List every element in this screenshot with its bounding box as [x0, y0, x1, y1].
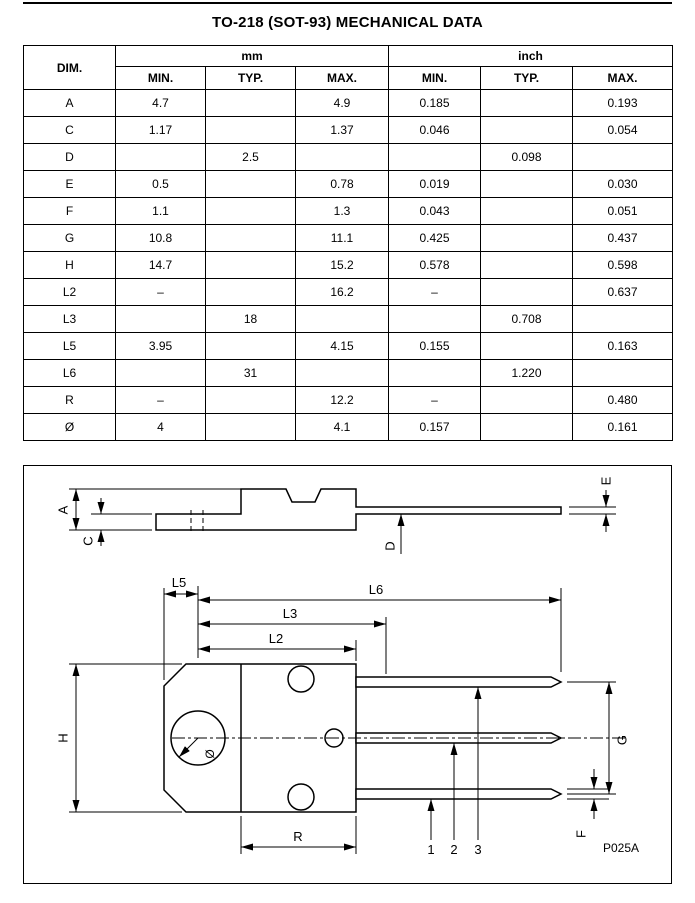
dim-label-cell: F [24, 198, 116, 225]
table-row [24, 414, 673, 441]
package-side-outline [156, 489, 561, 530]
col-header-mm-min: MIN. [116, 67, 206, 90]
pin-number-label-3: 3 [474, 842, 482, 857]
dim-value-cell [206, 414, 296, 441]
dim-label-cell: A [24, 90, 116, 117]
table-row [24, 144, 673, 171]
dim-value-cell [481, 225, 573, 252]
dim-value-cell [389, 144, 481, 171]
col-header-mm-max: MAX. [296, 67, 389, 90]
table-row [24, 279, 673, 306]
dim-value-cell [296, 306, 389, 333]
dim-value-cell: 15.2 [296, 252, 389, 279]
col-header-mm-typ: TYP. [206, 67, 296, 90]
dim-value-cell: 0.043 [389, 198, 481, 225]
lead-3-bottom [356, 789, 561, 799]
dim-value-cell [206, 225, 296, 252]
dim-value-cell [573, 360, 673, 387]
dim-value-cell: – [389, 279, 481, 306]
dim-value-cell: 0.163 [573, 333, 673, 360]
dim-value-cell: 0.5 [116, 171, 206, 198]
inch-unit-header: inch [389, 46, 673, 67]
dim-value-cell: 4.7 [116, 90, 206, 117]
dim-value-cell: 1.220 [481, 360, 573, 387]
dim-value-cell: 0.046 [389, 117, 481, 144]
label-h: H [55, 733, 71, 743]
dim-value-cell: 0.193 [573, 90, 673, 117]
dim-value-cell: 3.95 [116, 333, 206, 360]
pin-callouts [427, 687, 481, 857]
dim-value-cell [206, 117, 296, 144]
dim-value-cell [481, 117, 573, 144]
label-d: D [382, 541, 398, 551]
dim-d [383, 514, 402, 554]
dim-value-cell: 0.030 [573, 171, 673, 198]
lead-1-top [356, 677, 561, 687]
dim-l5 [164, 575, 198, 594]
dim-value-cell: 4.9 [296, 90, 389, 117]
mechanical-data-table [23, 45, 673, 441]
dim-e [569, 476, 616, 532]
dim-value-cell: 0.054 [573, 117, 673, 144]
dim-value-cell: – [389, 387, 481, 414]
pin-number-label-2: 2 [450, 842, 458, 857]
table-row [24, 198, 673, 225]
dim-value-cell: – [116, 387, 206, 414]
dim-label-cell: L5 [24, 333, 116, 360]
unit-header-row [24, 46, 673, 67]
dim-value-cell [206, 171, 296, 198]
label-l3: L3 [282, 606, 298, 621]
dim-value-cell: 0.708 [481, 306, 573, 333]
dim-value-cell: 4.1 [296, 414, 389, 441]
page-title: TO-218 (SOT-93) MECHANICAL DATA [212, 14, 483, 31]
label-diameter: Ø [203, 749, 217, 759]
body-hole-bottom [288, 784, 314, 810]
dim-value-cell: 0.598 [573, 252, 673, 279]
dim-label-cell: L2 [24, 279, 116, 306]
dim-value-cell: 4 [116, 414, 206, 441]
dim-value-cell: 0.185 [389, 90, 481, 117]
table-row [24, 252, 673, 279]
dim-l3 [198, 606, 386, 624]
dim-value-cell: 2.5 [206, 144, 296, 171]
datasheet-page [0, 2, 695, 884]
dim-value-cell [116, 144, 206, 171]
dim-l2 [198, 631, 356, 649]
dim-value-cell: 0.78 [296, 171, 389, 198]
dim-label-cell: C [24, 117, 116, 144]
dim-value-cell: 0.051 [573, 198, 673, 225]
dim-label-cell: D [24, 144, 116, 171]
package-drawing [24, 466, 671, 883]
dim-value-cell: 0.437 [573, 225, 673, 252]
col-header-inch-typ: TYP. [481, 67, 573, 90]
dim-value-cell [116, 306, 206, 333]
dim-value-cell [206, 333, 296, 360]
dim-label-cell: H [24, 252, 116, 279]
dim-value-cell: 0.161 [573, 414, 673, 441]
dim-l6 [198, 582, 561, 600]
dim-value-cell: 10.8 [116, 225, 206, 252]
label-r: R [293, 829, 303, 844]
dim-value-cell [481, 279, 573, 306]
dim-h [56, 664, 183, 812]
dim-value-cell [296, 360, 389, 387]
table-row [24, 306, 673, 333]
dim-value-cell: 0.098 [481, 144, 573, 171]
dim-value-cell: 0.480 [573, 387, 673, 414]
dim-value-cell [389, 306, 481, 333]
dim-value-cell [573, 306, 673, 333]
label-l2: L2 [268, 631, 284, 646]
dim-value-cell: 0.157 [389, 414, 481, 441]
dim-value-cell [481, 333, 573, 360]
dim-value-cell: – [116, 279, 206, 306]
dim-label-cell: R [24, 387, 116, 414]
front-view [56, 575, 640, 857]
dim-value-cell [206, 252, 296, 279]
label-l5: L5 [171, 575, 187, 590]
dim-r [241, 816, 356, 854]
dim-value-cell [481, 198, 573, 225]
dim-column-header: DIM. [24, 46, 116, 90]
dim-value-cell: 12.2 [296, 387, 389, 414]
dim-value-cell: 0.019 [389, 171, 481, 198]
label-f: F [573, 830, 589, 838]
dim-value-cell: 14.7 [116, 252, 206, 279]
dim-value-cell: 0.637 [573, 279, 673, 306]
label-g: G [614, 734, 630, 746]
dim-value-cell [481, 171, 573, 198]
dim-value-cell: 0.155 [389, 333, 481, 360]
dim-value-cell [481, 414, 573, 441]
dim-table-body [24, 90, 673, 441]
dim-value-cell [481, 387, 573, 414]
dim-value-cell [389, 360, 481, 387]
dim-value-cell: 0.425 [389, 225, 481, 252]
dim-value-cell: 1.1 [116, 198, 206, 225]
dim-value-cell [116, 360, 206, 387]
dim-value-cell: 1.37 [296, 117, 389, 144]
body-hole-top [288, 666, 314, 692]
dim-value-cell: 0.578 [389, 252, 481, 279]
dim-label-cell: G [24, 225, 116, 252]
drawing-code: P025A [602, 841, 640, 855]
dim-value-cell [481, 252, 573, 279]
table-row [24, 387, 673, 414]
table-row [24, 90, 673, 117]
table-row [24, 171, 673, 198]
dim-value-cell: 4.15 [296, 333, 389, 360]
dim-value-cell [573, 144, 673, 171]
dim-value-cell: 16.2 [296, 279, 389, 306]
drawing-box [23, 465, 672, 884]
table-row [24, 333, 673, 360]
dim-label-cell: E [24, 171, 116, 198]
dim-value-cell: 1.3 [296, 198, 389, 225]
label-l6: L6 [368, 582, 384, 597]
dim-value-cell [206, 279, 296, 306]
col-header-inch-min: MIN. [389, 67, 481, 90]
dim-value-cell: 1.17 [116, 117, 206, 144]
dim-value-cell: 11.1 [296, 225, 389, 252]
pin-number-label-1: 1 [427, 842, 435, 857]
col-header-inch-max: MAX. [573, 67, 673, 90]
table-row [24, 117, 673, 144]
dim-f [567, 769, 609, 838]
side-view [56, 476, 617, 554]
dim-c [81, 498, 153, 546]
dim-value-cell [296, 144, 389, 171]
label-c: C [80, 536, 96, 546]
dim-value-cell [206, 90, 296, 117]
table-row [24, 225, 673, 252]
dim-value-cell: 31 [206, 360, 296, 387]
label-e: E [598, 476, 614, 486]
dim-value-cell [206, 387, 296, 414]
dim-value-cell: 18 [206, 306, 296, 333]
mm-unit-header: mm [116, 46, 389, 67]
top-rule [23, 2, 672, 4]
dim-label-cell: L6 [24, 360, 116, 387]
dim-label-cell: L3 [24, 306, 116, 333]
dim-value-cell [206, 198, 296, 225]
dim-value-cell [481, 90, 573, 117]
table-row [24, 360, 673, 387]
label-a: A [55, 505, 71, 515]
sub-header-row [24, 67, 673, 90]
dim-label-cell: Ø [24, 414, 116, 441]
